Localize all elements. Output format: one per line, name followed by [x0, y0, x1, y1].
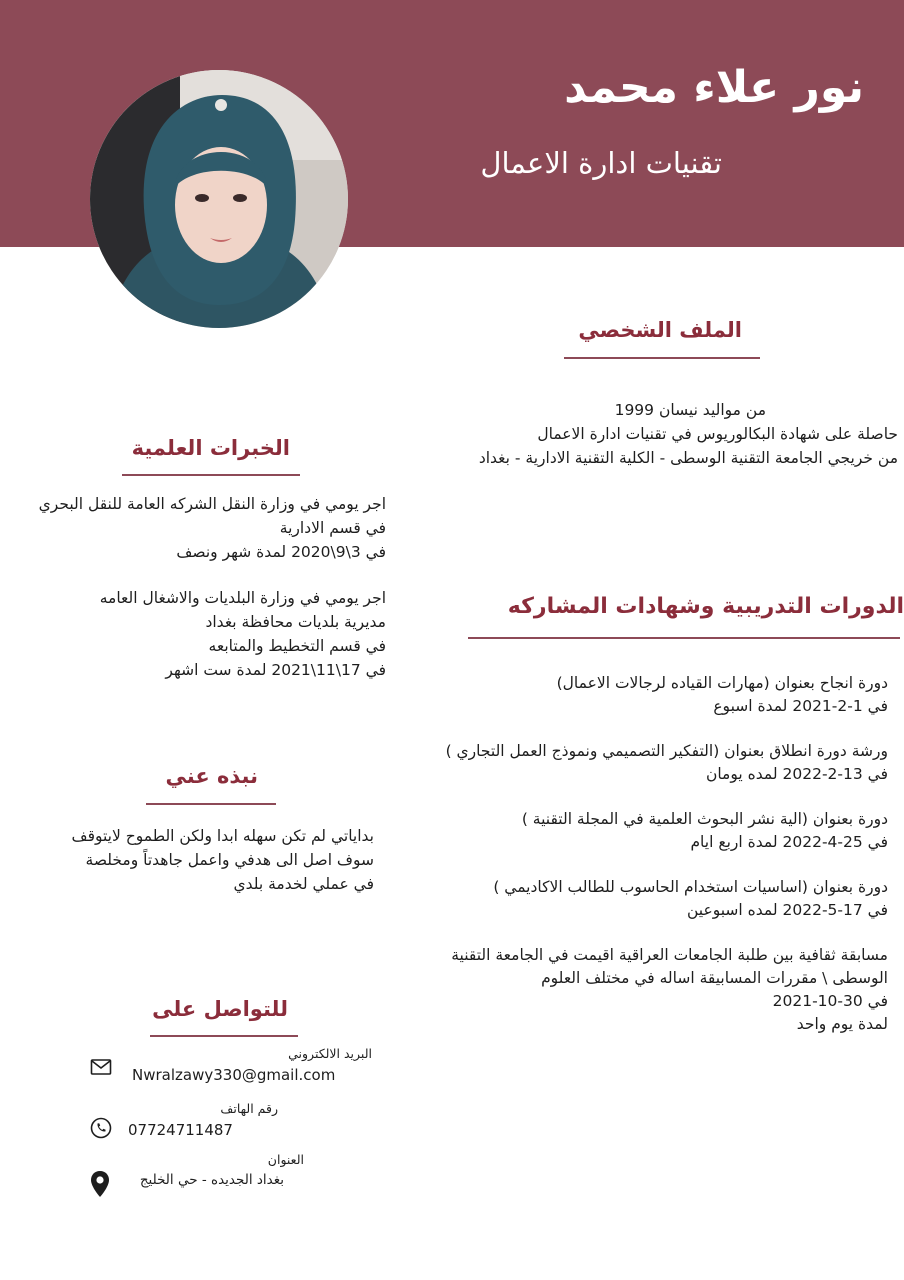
course-item: [446, 740, 888, 786]
course-line: في 17-5-2022 لمده اسبوعين: [686, 901, 888, 919]
experience-list: [39, 492, 386, 704]
about-line: في عملي لخدمة بلدي: [233, 875, 374, 893]
profile-line: من خريجي الجامعة التقنية الوسطى - الكلية التقنية الادارية - بغداد: [478, 449, 898, 467]
course-line: مسابقة ثقافية بين طلبة الجامعات العراقية اقيمت في الجامعة التقنية: [451, 946, 888, 964]
experience-line: في قسم الادارية: [279, 519, 386, 537]
experience-item: [39, 586, 386, 682]
course-line: دورة بعنوان (الية نشر البحوث العلمية في المجلة التقنية ): [521, 810, 888, 828]
experience-line: في 17\11\2021 لمدة ست اشهر: [165, 661, 386, 679]
course-line: لمدة يوم واحد: [796, 1015, 888, 1033]
course-line: الوسطى \ مقررات المسابيقة اساله في مختلف العلوم: [541, 969, 888, 987]
course-item: [446, 672, 888, 718]
course-line: في 1-2-2021 لمدة اسبوع: [713, 697, 888, 715]
contact-heading: للتواصل على: [152, 997, 288, 1021]
courses-heading: الدورات التدريبية وشهادات المشاركه: [507, 594, 904, 619]
about-text: [72, 824, 374, 896]
course-line: في 13-2-2022 لمده يومان: [705, 765, 888, 783]
courses-divider: [468, 637, 900, 639]
course-item: [446, 808, 888, 854]
course-line: في 30-10-2021: [772, 992, 888, 1010]
experience-item: [39, 492, 386, 564]
experience-heading: الخبرات العلمية: [131, 436, 290, 460]
phone-icon: [90, 1117, 112, 1139]
experience-line: في 3\9\2020 لمدة شهر ونصف: [176, 543, 386, 561]
course-line: في 25-4-2022 لمدة اربع ايام: [690, 833, 888, 851]
experience-divider: [122, 474, 300, 476]
experience-line: اجر يومي في وزارة النقل الشركه العامة للنقل البحري: [38, 495, 386, 513]
address-value: بغداد الجديده - حي الخليج: [139, 1172, 284, 1188]
profile-line: حاصلة على شهادة البكالوريوس في تقنيات ادارة الاعمال: [537, 425, 898, 443]
phone-label: رقم الهاتف: [220, 1101, 278, 1116]
course-line: ورشة دورة انطلاق بعنوان (التفكير التصميمي ونموذج العمل التجاري ): [445, 742, 888, 760]
person-name: نور علاء محمد: [564, 62, 864, 113]
course-line: دورة بعنوان (اساسيات استخدام الحاسوب للطالب الاكاديمي ): [493, 878, 888, 896]
contact-divider: [150, 1035, 298, 1037]
profile-text: [479, 398, 898, 470]
email-value[interactable]: Nwralzawy330@gmail.com: [132, 1066, 336, 1084]
experience-line: اجر يومي في وزارة البلديات والاشغال العامه: [99, 589, 386, 607]
envelope-icon: [90, 1056, 112, 1078]
profile-line: من مواليد نيسان 1999: [614, 401, 766, 419]
course-item: [446, 876, 888, 922]
address-label: العنوان: [267, 1152, 304, 1167]
email-label: البريد الالكتروني: [288, 1046, 372, 1061]
profile-heading: الملف الشخصي: [578, 318, 742, 342]
phone-value[interactable]: 07724711487: [128, 1121, 233, 1139]
experience-line: مديرية بلديات محافظة بغداد: [205, 613, 386, 631]
course-line: دورة انجاح بعنوان (مهارات القياده لرجالات الاعمال): [556, 674, 888, 692]
profile-photo: [90, 70, 348, 328]
about-line: بداياتي لم تكن سهله ابدا ولكن الطموح لايتوقف: [71, 827, 374, 845]
experience-line: في قسم التخطيط والمتابعه: [208, 637, 386, 655]
about-divider: [146, 803, 276, 805]
map-pin-icon: [89, 1170, 111, 1198]
profile-divider: [564, 357, 760, 359]
courses-list: [446, 672, 888, 1058]
about-line: سوف اصل الى هدفي واعمل جاهدتاً ومخلصة: [85, 851, 374, 869]
job-title: تقنيات ادارة الاعمال: [480, 146, 722, 180]
about-heading: نبذه عني: [165, 764, 258, 788]
course-item: [446, 944, 888, 1036]
